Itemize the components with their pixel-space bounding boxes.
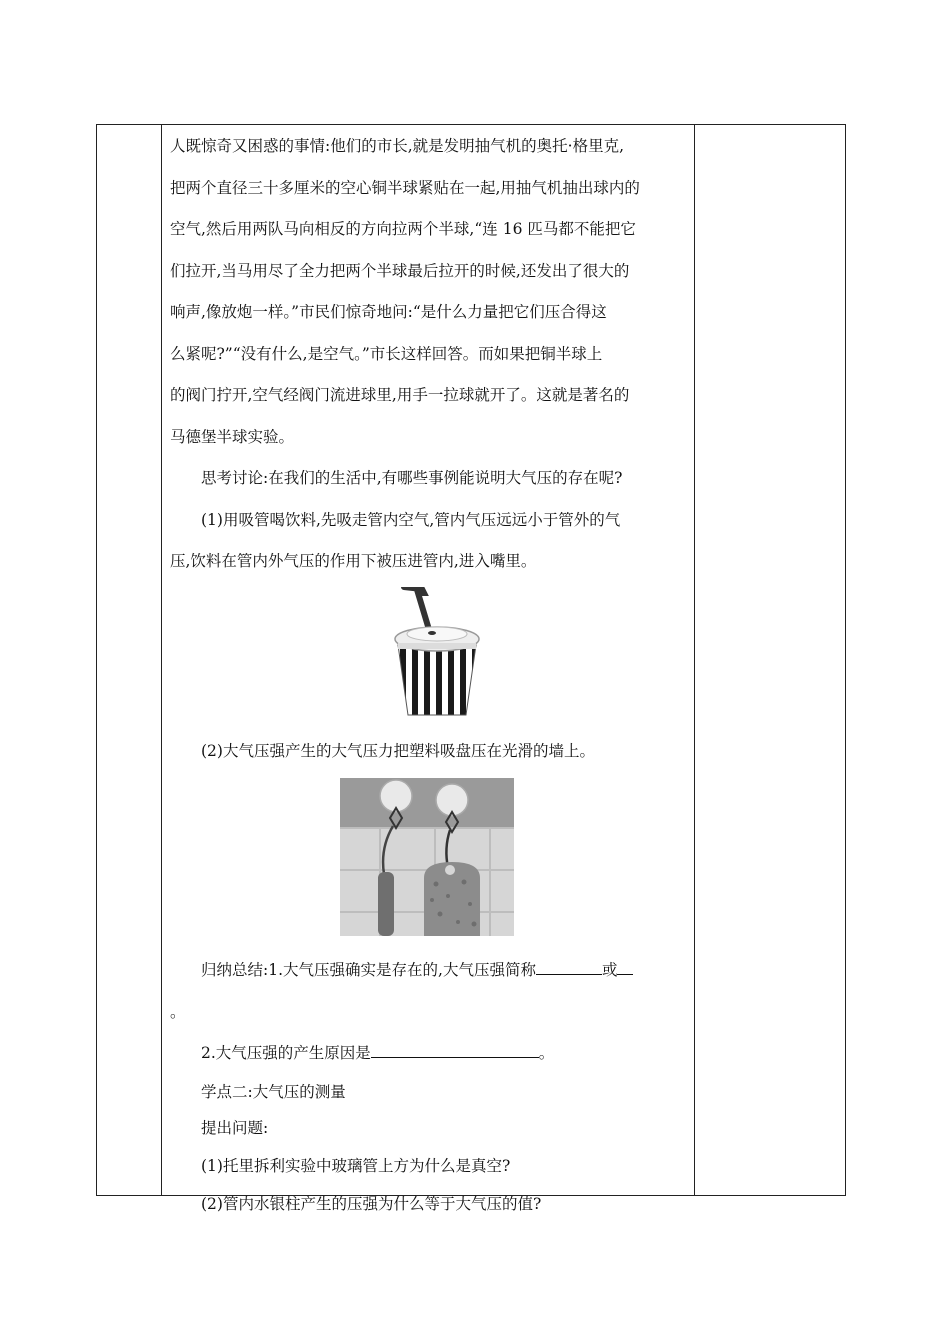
summary-line-2 (170, 1033, 690, 1075)
discussion-prompt: 思考讨论:在我们的生活中,有哪些事例能说明大气压的存在呢? (201, 469, 623, 487)
summary-line-1-end: 。 (170, 1002, 186, 1021)
text-line: 把两个直径三十多厘米的空心铜半球紧贴在一起,用抽气机抽出球内的 (170, 178, 640, 197)
suction-cup-hooks-image (340, 778, 514, 936)
example-1-line: 压,饮料在管内外气压的作用下被压进管内,进入嘴里。 (170, 552, 537, 570)
summary2-end: 。 (538, 1044, 555, 1062)
text-line: 马德堡半球实验。 (170, 427, 295, 446)
question-2: (2)管内水银柱产生的压强为什么等于大气压的值? (201, 1194, 542, 1213)
section-heading: 学点二:大气压的测量 (201, 1082, 346, 1101)
column-divider-left (161, 125, 162, 1195)
text-line: 空气,然后用两队马向相反的方向拉两个半球,“连 16 匹马都不能把它 (170, 220, 636, 238)
text-line: 响声,像放炮一样。”市民们惊奇地问:“是什么力量把它们压合得这 (170, 303, 607, 321)
answer-blank-1[interactable] (536, 958, 602, 975)
summary2-text: 2.大气压强的产生原因是 (201, 1044, 371, 1062)
text-line: 么紧呢?”“没有什么,是空气。”市长这样回答。而如果把铜半球上 (170, 344, 603, 363)
text-line: 们拉开,当马用尽了全力把两个半球最后拉开的时候,还发出了很大的 (170, 261, 630, 280)
lesson-content (170, 126, 690, 1223)
question-heading: 提出问题: (201, 1118, 269, 1137)
question-1: (1)托里拆利实验中玻璃管上方为什么是真空? (201, 1156, 511, 1175)
answer-blank-3[interactable] (371, 1041, 539, 1058)
text-line: 的阀门拧开,空气经阀门流进球里,用手一拉球就开了。这就是著名的 (170, 386, 630, 404)
summary-text: 归纳总结:1.大气压强确实是存在的,大气压强简称 (201, 961, 536, 979)
example-2-line: (2)大气压强产生的大气压力把塑料吸盘压在光滑的墙上。 (201, 741, 595, 760)
answer-blank-2[interactable] (617, 958, 633, 975)
summary-line-1 (170, 950, 690, 992)
drinking-cup-with-straw-image (392, 587, 690, 727)
example-1-line: (1)用吸管喝饮料,先吸走管内空气,管内气压远远小于管外的气 (201, 510, 621, 529)
text-line: 人既惊奇又困惑的事情:他们的市长,就是发明抽气机的奥托·格里克, (170, 137, 625, 155)
summary-or: 或 (601, 961, 618, 979)
column-divider-right (694, 125, 695, 1195)
